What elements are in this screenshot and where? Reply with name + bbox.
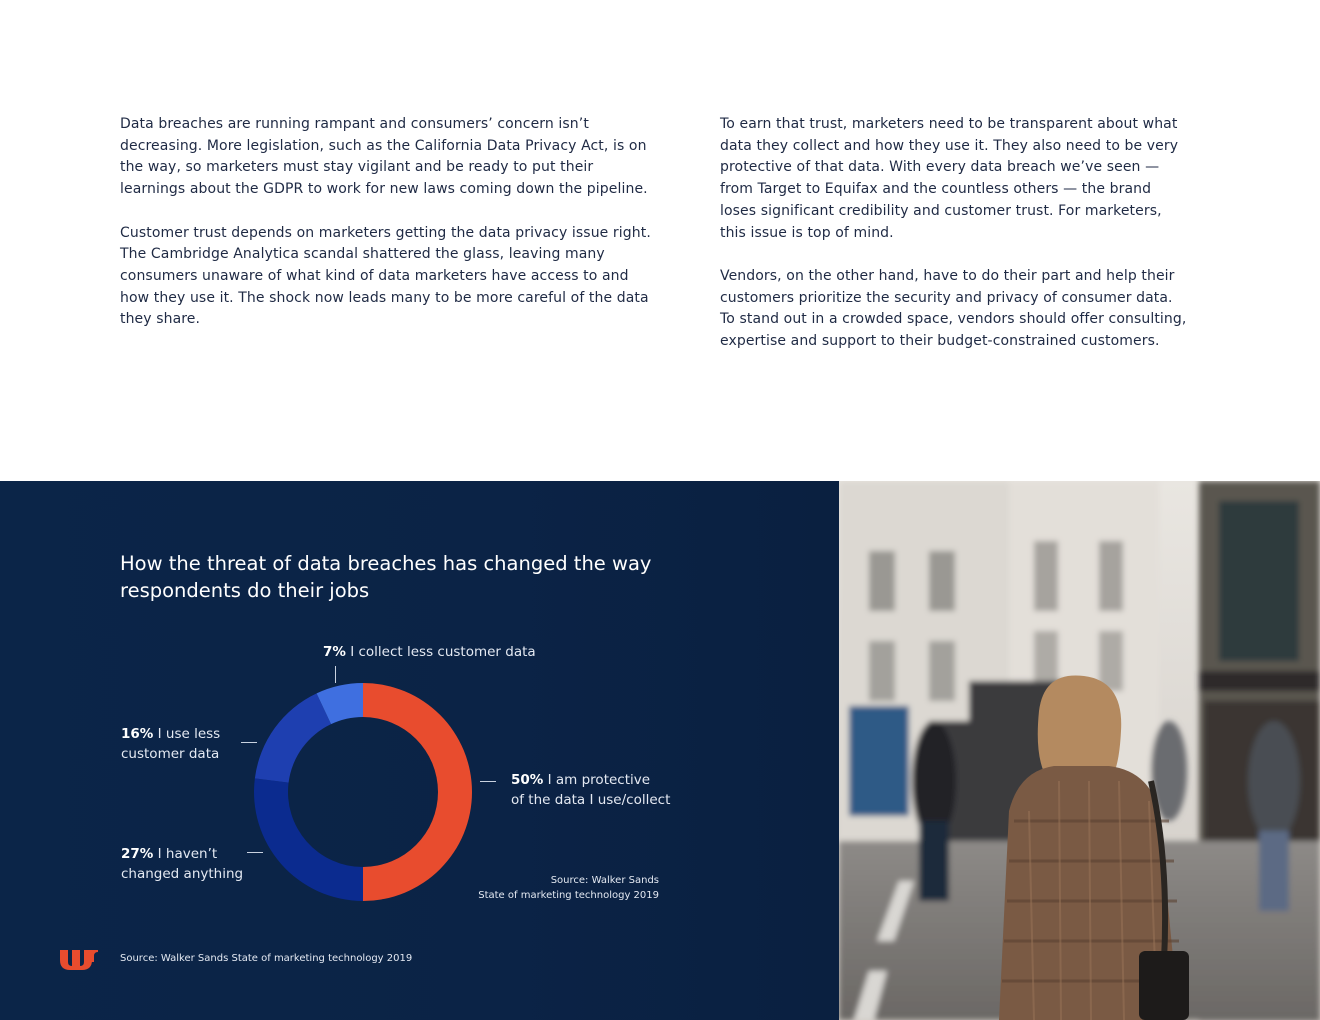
leader-line <box>247 852 263 853</box>
walker-sands-logo-icon <box>60 948 98 972</box>
paragraph: To earn that trust, marketers need to be transparent about what data they collect and how they use it. They also need to be very protective of that data. With every data breach we’ve seen — from Target to Equifax and the countless others — the brand loses significant credibility and customer trust. For marketers, this issue is top of mind. <box>720 116 1179 241</box>
label-use-less <box>121 724 220 764</box>
street-photo <box>839 481 1320 1020</box>
footer-source: Source: Walker Sands State of marketing technology 2019 <box>120 953 413 964</box>
label-pct: 50% <box>511 772 544 788</box>
label-pct: 7% <box>323 644 346 660</box>
donut-slice <box>255 693 331 782</box>
label-protective <box>511 770 670 810</box>
label-text: I collect less customer data <box>350 644 536 660</box>
woman-walking-street-image <box>839 481 1320 1020</box>
label-text: of the data I use/collect <box>511 792 671 808</box>
leader-line <box>335 666 336 683</box>
label-text: I haven’t <box>157 846 218 862</box>
donut-slice <box>363 683 472 901</box>
label-pct: 16% <box>121 726 154 742</box>
leader-line <box>241 742 257 743</box>
chart-source <box>478 873 659 903</box>
chart-source-line: Source: Walker Sands <box>550 875 659 886</box>
paragraph: Data breaches are running rampant and consumers’ concern isn’t decreasing. More legislation, such as the California Data Privacy Act, is on the way, so marketers must stay vigilant and be ready to put their learnings about the GDPR to work for new laws coming down the pipeline. <box>120 116 648 198</box>
donut-slice <box>254 778 363 901</box>
label-unchanged <box>121 844 243 884</box>
label-text: customer data <box>121 746 220 762</box>
paragraph: Vendors, on the other hand, have to do their part and help their customers prioritize the security and privacy of consumer data. To stand out in a crowded space, vendors should offer consulting, expertise and support to their budget-constrained customers. <box>720 267 1187 350</box>
label-pct: 27% <box>121 846 154 862</box>
label-text: I use less <box>157 726 221 742</box>
label-text: I am protective <box>547 772 651 788</box>
leader-line <box>480 781 496 782</box>
label-collect-less <box>323 642 536 662</box>
paragraph: Customer trust depends on marketers getting the data privacy issue right. The Cambridge Analytica scandal shattered the glass, leaving many consumers unaware of what kind of data marketers have access to and how they use it. The shock now leads many to be more careful of the data they share. <box>120 224 651 328</box>
label-text: changed anything <box>121 866 244 882</box>
chart-title: How the threat of data breaches has changed the way respondents do their jobs <box>120 552 652 602</box>
chart-source-line: State of marketing technology 2019 <box>478 890 659 901</box>
